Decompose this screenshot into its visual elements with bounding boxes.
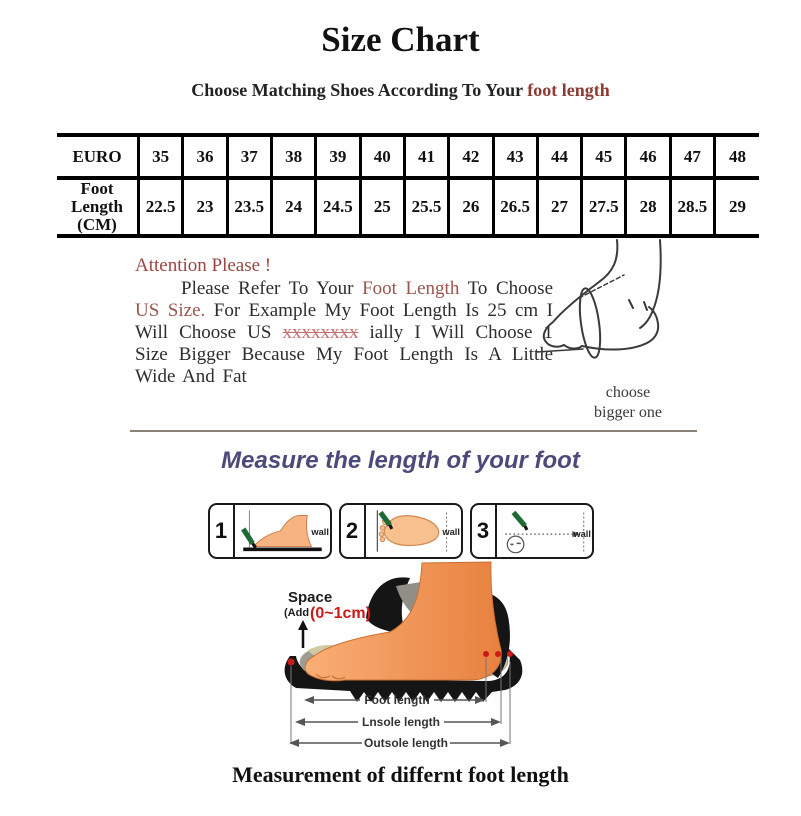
subtitle-prefix: Choose Matching Shoes According To Your <box>191 80 528 100</box>
euro-size-cell: 39 <box>316 135 360 178</box>
attention-paragraph <box>135 278 553 388</box>
up-arrow-icon <box>298 620 308 630</box>
euro-size-cell: 41 <box>404 135 448 178</box>
step-1-illustration <box>235 505 330 557</box>
foot-top-icon <box>384 516 438 546</box>
step-2-illustration <box>366 505 461 557</box>
measure-heading: Measure the length of your foot <box>221 447 580 474</box>
sketch-sole <box>564 307 658 350</box>
attention-text-segment: Please Refer To Your <box>181 278 363 299</box>
outsole-length-label: Outsole length <box>364 736 448 750</box>
euro-size-cell: 43 <box>493 135 537 178</box>
table-row-foot-length <box>57 178 759 236</box>
euro-size-cell: 47 <box>670 135 714 178</box>
gap-circle-icon <box>507 536 524 553</box>
foot-length-cell: 26 <box>449 178 493 236</box>
size-table <box>57 133 759 238</box>
bottom-caption: Measurement of differnt foot length <box>232 762 569 787</box>
foot-length-header-cell: Foot Length (CM) <box>57 178 139 236</box>
euro-size-cell: 42 <box>449 135 493 178</box>
foot-length-label: Foot length <box>364 693 430 707</box>
sketch-pointer-line <box>537 349 583 352</box>
toe-dot <box>288 659 295 666</box>
foot-length-cell: 25.5 <box>404 178 448 236</box>
euro-size-cell: 44 <box>537 135 581 178</box>
divider-line <box>130 430 697 432</box>
step-panel-1 <box>208 503 332 559</box>
foot-length-cell: 27 <box>537 178 581 236</box>
foot-sketch-illustration <box>537 238 707 373</box>
step-number: 3 <box>472 505 497 557</box>
euro-size-cell: 40 <box>360 135 404 178</box>
sketch-leg-back <box>640 240 661 328</box>
subtitle <box>0 80 801 101</box>
euro-size-cell: 36 <box>183 135 227 178</box>
attention-text-segment: ially I Will Choose 1 Size Bigger Because My Foot Length Is A Little Wide And Fat <box>135 322 554 387</box>
foot-length-cell: 26.5 <box>493 178 537 236</box>
step-panel-3 <box>470 503 594 559</box>
euro-size-cell: 48 <box>715 135 759 178</box>
add-label: (Add <box>284 607 310 619</box>
foot-length-cell: 28 <box>626 178 670 236</box>
subtitle-highlight: foot length <box>527 80 610 100</box>
foot-length-cell: 24 <box>271 178 315 236</box>
heel-dot <box>495 651 501 657</box>
sketch-dashed-line <box>579 275 624 298</box>
step-panel-2 <box>339 503 463 559</box>
foot-length-cell: 25 <box>360 178 404 236</box>
euro-header-cell: EURO <box>57 135 139 178</box>
step-number: 2 <box>341 505 366 557</box>
attention-text-segment: To Choose <box>459 278 553 299</box>
foot-measure-illustration <box>270 558 730 758</box>
page-title: Size Chart <box>321 20 480 59</box>
marker-pen-icon <box>513 512 524 525</box>
heel-dot <box>483 651 489 657</box>
euro-size-cell: 38 <box>271 135 315 178</box>
sketch-ankle-mark <box>644 302 647 310</box>
foot-length-cell: 24.5 <box>316 178 360 236</box>
euro-size-cell: 46 <box>626 135 670 178</box>
wall-label: wall <box>572 529 591 540</box>
insole-length-label: Lnsole length <box>362 715 440 729</box>
foot-side-icon <box>253 516 311 547</box>
euro-size-cell: 35 <box>139 135 183 178</box>
foot-length-cell: 28.5 <box>670 178 714 236</box>
foot-length-cell: 29 <box>715 178 759 236</box>
attention-text-segment: xxxxxxxx <box>282 322 359 343</box>
foot-length-cell: 23.5 <box>227 178 271 236</box>
attention-text-segment: Foot Length <box>362 278 460 299</box>
marker-pen-icon <box>243 529 252 543</box>
foot-length-cell: 23 <box>183 178 227 236</box>
range-label: (0~1cm) <box>310 605 371 622</box>
attention-text-segment: US Size. <box>135 300 206 321</box>
table-row-euro <box>57 135 759 178</box>
step-3-illustration <box>497 505 592 557</box>
attention-block <box>135 255 553 388</box>
step-number: 1 <box>210 505 235 557</box>
foot-length-cell: 27.5 <box>582 178 626 236</box>
foot-length-cell: 22.5 <box>139 178 183 236</box>
space-label: Space <box>288 589 333 606</box>
choose-bigger-note: choose bigger one <box>594 384 662 421</box>
euro-size-cell: 37 <box>227 135 271 178</box>
wall-label: wall <box>310 527 329 538</box>
attention-text-segment: For Example My Foot Length Is 25 cm I Will Choose US <box>135 300 553 343</box>
sketch-ankle-mark <box>629 300 633 308</box>
measure-steps-row <box>0 503 801 559</box>
wall-label: wall <box>441 527 460 538</box>
heel-dot <box>507 651 513 657</box>
euro-size-cell: 45 <box>582 135 626 178</box>
attention-heading: Attention Please ! <box>135 255 272 276</box>
